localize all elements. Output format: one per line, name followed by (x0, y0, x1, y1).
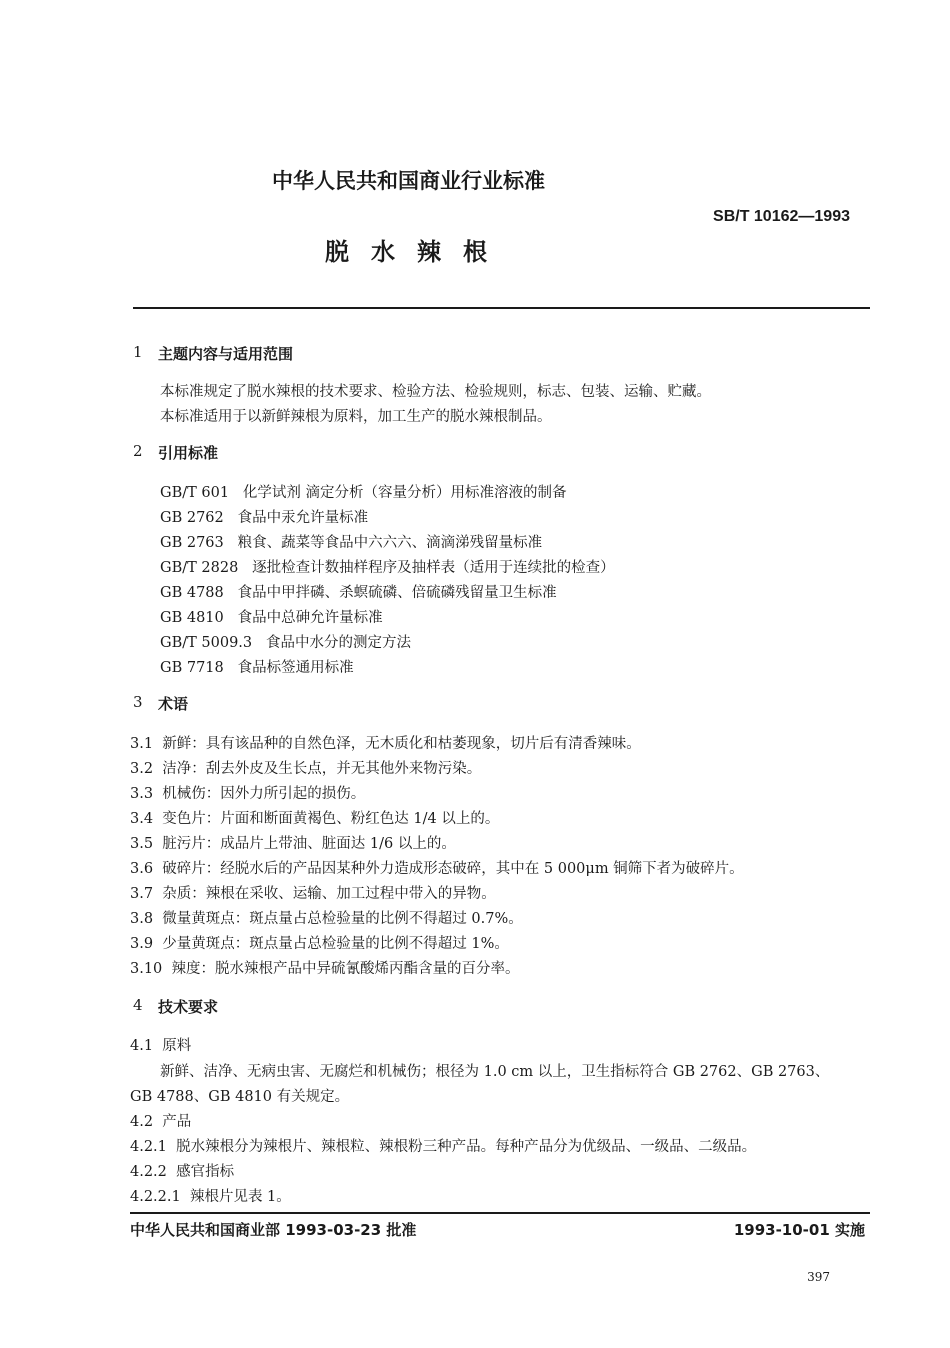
section-3-heading: 术语 (158, 695, 189, 713)
subsection-number: 4.1 (130, 1038, 154, 1054)
footer-divider (130, 1212, 870, 1214)
section-1-number: 1 (133, 343, 143, 361)
subsection-4-2-2-1 (130, 1185, 291, 1206)
subsection-4-2 (130, 1110, 191, 1131)
reference-item (160, 656, 354, 677)
standard-header-title: 中华人民共和国商业行业标准 (272, 169, 545, 193)
reference-code: GB 4788 (160, 585, 224, 601)
subsection-number: 4.2 (130, 1114, 154, 1130)
subsection-text: 脱水辣根分为辣根片、辣根粒、辣根粉三种产品。每种产品分为优级品、一级品、二级品。 (176, 1139, 757, 1155)
term-item (130, 807, 499, 828)
term-text: 少量黄斑点：斑点量占总检验量的比例不得超过 1%。 (162, 936, 509, 952)
standard-code: SB/T 10162—1993 (713, 208, 850, 225)
term-number: 3.1 (130, 736, 154, 752)
subsection-number: 4.2.2.1 (130, 1189, 181, 1205)
subsection-text: 辣根片见表 1。 (189, 1189, 291, 1205)
section-1-paragraph-1: 本标准规定了脱水辣根的技术要求、检验方法、检验规则，标志、包装、运输、贮藏。 (160, 384, 711, 400)
reference-code: GB 2762 (160, 510, 224, 526)
term-text: 破碎片：经脱水后的产品因某种外力造成形态破碎，其中在 5 000μm 铜筛下者为破碎片。 (162, 861, 744, 877)
reference-title: 食品中汞允许量标准 (237, 510, 369, 526)
reference-item (160, 631, 411, 652)
term-text: 新鲜：具有该品种的自然色泽，无木质化和枯萎现象，切片后有清香辣味。 (162, 736, 641, 752)
reference-item (160, 581, 557, 602)
term-item (130, 832, 456, 853)
raw-material-line-1: 新鲜、洁净、无病虫害、无腐烂和机械伤；根径为 1.0 cm 以上，卫生指标符合 GB 2762、GB 2763、 (160, 1064, 830, 1080)
term-item (130, 957, 520, 978)
term-number: 3.6 (130, 861, 154, 877)
subsection-number: 4.2.2 (130, 1164, 167, 1180)
page-number: 397 (807, 1270, 830, 1284)
reference-code: GB 2763 (160, 535, 224, 551)
term-text: 杂质：辣根在采收、运输、加工过程中带入的异物。 (162, 886, 496, 902)
term-item (130, 857, 744, 878)
reference-item (160, 506, 368, 527)
reference-code: GB/T 2828 (160, 560, 239, 576)
term-text: 变色片：片面和断面黄褐色、粉红色达 1/4 以上的。 (162, 811, 500, 827)
term-number: 3.10 (130, 961, 163, 977)
term-item (130, 882, 496, 903)
term-item (130, 757, 481, 778)
section-4-number: 4 (133, 996, 143, 1014)
term-number: 3.8 (130, 911, 154, 927)
subsection-number: 4.2.1 (130, 1139, 167, 1155)
term-text: 机械伤：因外力所引起的损伤。 (162, 786, 366, 802)
reference-code: GB/T 601 (160, 485, 230, 501)
header-divider (133, 307, 870, 309)
term-item (130, 932, 509, 953)
reference-title: 食品中水分的测定方法 (265, 635, 411, 651)
subsection-title: 产品 (162, 1114, 192, 1130)
section-2-number: 2 (133, 442, 143, 460)
raw-material-line-2: GB 4788、GB 4810 有关规定。 (130, 1089, 350, 1105)
section-2-heading: 引用标准 (158, 444, 219, 462)
implementation-date: 1993-10-01 实施 (733, 1221, 865, 1239)
reference-title: 食品中甲拌磷、杀螟硫磷、倍硫磷残留量卫生标准 (237, 585, 557, 601)
section-1-heading: 主题内容与适用范围 (158, 345, 294, 363)
term-number: 3.7 (130, 886, 154, 902)
term-number: 3.4 (130, 811, 154, 827)
subsection-title: 原料 (162, 1038, 192, 1054)
term-item (130, 907, 523, 928)
subsection-4-2-1 (130, 1135, 756, 1156)
approval-line: 中华人民共和国商业部 1993-03-23 批准 (130, 1221, 417, 1239)
term-number: 3.5 (130, 836, 154, 852)
subsection-4-2-2 (130, 1160, 234, 1181)
reference-code: GB 7718 (160, 660, 224, 676)
term-text: 脏污片：成品片上带油、脏面达 1/6 以上的。 (162, 836, 456, 852)
reference-code: GB/T 5009.3 (160, 635, 253, 651)
term-text: 辣度：脱水辣根产品中异硫氰酸烯丙酯含量的百分率。 (171, 961, 520, 977)
subsection-text: 感官指标 (176, 1164, 235, 1180)
reference-item (160, 531, 542, 552)
section-4-heading: 技术要求 (158, 998, 219, 1016)
reference-code: GB 4810 (160, 610, 224, 626)
reference-item (160, 606, 383, 627)
term-text: 洁净：刮去外皮及生长点，并无其他外来物污染。 (162, 761, 482, 777)
term-number: 3.2 (130, 761, 154, 777)
section-3-number: 3 (133, 693, 143, 711)
reference-title: 逐批检查计数抽样程序及抽样表（适用于连续批的检查） (252, 560, 615, 576)
reference-title: 食品标签通用标准 (237, 660, 354, 676)
reference-title: 食品中总砷允许量标准 (237, 610, 383, 626)
subsection-4-1 (130, 1034, 191, 1055)
document-title: 脱水辣根 (325, 238, 509, 266)
reference-title: 化学试剂 滴定分析（容量分析）用标准溶液的制备 (242, 485, 567, 501)
reference-item (160, 481, 567, 502)
reference-title: 粮食、蔬菜等食品中六六六、滴滴涕残留量标准 (237, 535, 543, 551)
term-number: 3.3 (130, 786, 154, 802)
reference-item (160, 556, 615, 577)
term-item (130, 732, 641, 753)
section-1-paragraph-2: 本标准适用于以新鲜辣根为原料，加工生产的脱水辣根制品。 (160, 409, 552, 425)
term-text: 微量黄斑点：斑点量占总检验量的比例不得超过 0.7%。 (162, 911, 523, 927)
term-number: 3.9 (130, 936, 154, 952)
term-item (130, 782, 365, 803)
